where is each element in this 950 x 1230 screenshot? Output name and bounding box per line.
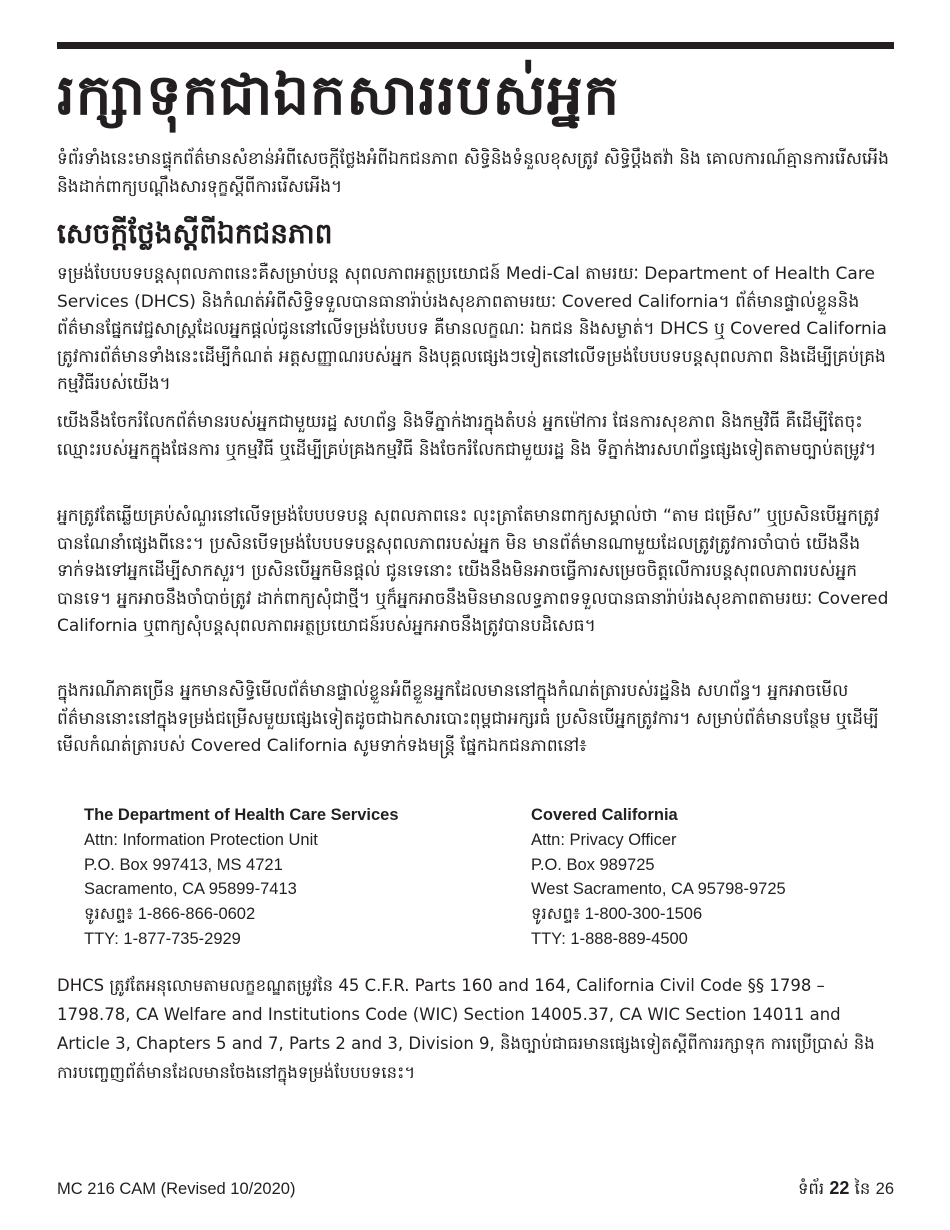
page-word: ទំព័រ <box>797 1179 825 1198</box>
dhcs-phone: ទូរសព្ទ៖ 1-866-866-0602 <box>84 905 256 924</box>
privacy-paragraph-1: ទម្រង់បែបបទបន្តសុពលភាពនេះគឺសម្រាប់បន្ត សុពលភាពអត្ថប្រយោជន៍ Medi-Cal តាមរយៈ Department of Health Care Services (DHCS) និងកំណត់អំពីសិទ្ធិទទួលបានធានារ៉ាប់រងសុខភាពតាមរយៈ Covered California។ ព័ត៌មានផ្ទាល់ខ្លួននិងព័ត៌មានផ្នែកវេជ្ជសាស្ត្រដែលអ្នកផ្ដល់ជូននៅលើទម្រង់បែបបទ គឺមានលក្ខណៈ ឯកជន និងសម្ងាត់។ DHCS ឬ Covered California ត្រូវការព័ត៌មានទាំងនេះដើម្បីកំណត់ អត្តសញ្ញាណរបស់អ្នក និងបុគ្គលផ្សេងៗទៀតនៅលើទម្រង់បែបបទបន្តសុពលភាព និងដើម្បីគ្រប់គ្រងកម្មវិធីរបស់យើង។ <box>57 264 887 394</box>
form-identifier: MC 216 CAM (Revised 10/2020) <box>57 1180 296 1198</box>
intro-paragraph: ទំព័រទាំងនេះមានផ្ទុកព័ត៌មានសំខាន់អំពីសេចក្ដីថ្លែងអំពីឯកជនភាព សិទ្ធិនិងទំនួលខុសត្រូវ សិទ្ធិប្ដឹងតវ៉ា និង គោលការណ៍គ្មានការរើសអើង និងដាក់ពាក្យបណ្ដឹងសារទុក្ខស្ដីពីការរើសអើង។ <box>57 149 889 197</box>
total-pages: 26 <box>875 1180 894 1198</box>
page-number <box>798 1178 894 1203</box>
dhcs-attn: Attn: Information Protection Unit <box>84 830 318 849</box>
page-title: រក្សាទុកជាឯកសាររបស់អ្នក <box>57 62 621 128</box>
privacy-paragraph-4: ក្នុងករណីភាគច្រើន អ្នកមានសិទ្ធិមើលព័ត៌មានផ្ទាល់ខ្លួនអំពីខ្លួនអ្នកដែលមាននៅក្នុងកំណត់ត្រារបស់រដ្ឋនិង សហព័ន្ធ។ អ្នកអាចមើលព័ត៌មាននោះនៅក្នុងទម្រង់ជម្រើសមួយផ្សេងទៀតដូចជាឯកសារបោះពុម្ពជាអក្សរធំ ប្រសិនបើអ្នកត្រូវការ។ សម្រាប់ព័ត៌មានបន្ថែម ឬដើម្បីមើលកំណត់ត្រារបស់ Covered California សូមទាក់ទងមន្ត្រី ផ្នែកឯកជនភាពនៅ៖ <box>57 681 879 756</box>
legal-compliance-paragraph: DHCS ត្រូវតែអនុលោមតាមលក្ខខណ្ឌតម្រូវនៃ 45 C.F.R. Parts 160 and 164, California Civil Code §§ 1798 – 1798.78, CA Welfare and Institutions Code (WIC) Section 14005.37, CA WIC Section 14011 and Article 3, Chapters 5 and 7, Parts 2 and 3, Division 9, និងច្បាប់ជាធរមានផ្សេងទៀតស្ដីពីការរក្សាទុក ការប្រើប្រាស់ និង ការបញ្ចេញព័ត៌មានដែលមានចែងនៅក្នុងទម្រង់បែបបទនេះ។ <box>57 976 875 1082</box>
dhcs-city: Sacramento, CA 95899-7413 <box>84 880 297 899</box>
covered-city: West Sacramento, CA 95798-9725 <box>531 880 786 899</box>
dhcs-org-name: The Department of Health Care Services <box>84 806 399 824</box>
covered-tty: TTY: 1-888-889-4500 <box>531 929 688 948</box>
dhcs-tty: TTY: 1-877-735-2929 <box>84 929 241 948</box>
covered-org-name: Covered California <box>531 806 678 824</box>
covered-california-address-block <box>531 803 786 952</box>
privacy-paragraph-3: អ្នកត្រូវតែឆ្លើយគ្រប់សំណួរនៅលើទម្រង់បែបបទបន្ត សុពលភាពនេះ លុះត្រាតែមានពាក្យសម្គាល់ថា “តាម ជម្រើស” ឬប្រសិនបើអ្នកត្រូវបានណែនាំផ្សេងពីនេះ។ ប្រសិនបើទម្រង់បែបបទបន្តសុពលភាពរបស់អ្នក មិន មានព័ត៌មានណាមួយដែលត្រូវត្រូវការចាំបាច់ យើងនឹងទាក់ទងទៅអ្នកដើម្បីសាកសួរ។ ប្រសិនបើអ្នកមិនផ្ដល់ ជូនទេនោះ យើងនឹងមិនអាចធ្វើការសម្រេចចិត្តលើការបន្តសុពលភាពរបស់អ្នកបានទេ។ អ្នកអាចនឹងចាំបាច់ត្រូវ ដាក់ពាក្យសុំជាថ្មី។ ឬក៏អ្នកអាចនឹងមិនមានលទ្ធភាពទទួលបានធានារ៉ាប់រងសុខភាពតាមរយៈ Covered California ឬពាក្យសុំបន្តសុពលភាពអត្ថប្រយោជន៍របស់អ្នកអាចនឹងត្រូវបានបដិសេធ។ <box>57 506 889 636</box>
covered-po-box: P.O. Box 989725 <box>531 855 655 874</box>
covered-attn: Attn: Privacy Officer <box>531 830 677 849</box>
dhcs-address-block <box>84 803 399 952</box>
dhcs-po-box: P.O. Box 997413, MS 4721 <box>84 855 283 874</box>
covered-phone: ទូរសព្ទ៖ 1-800-300-1506 <box>531 905 703 924</box>
section-title: សេចក្តីថ្លែងស្តីពីឯកជនភាព <box>57 217 333 250</box>
current-page: 22 <box>829 1178 850 1198</box>
top-rule <box>57 42 894 49</box>
privacy-paragraph-2: យើងនឹងចែករំលែកព័ត៌មានរបស់អ្នកជាមួយរដ្ឋ សហព័ន្ធ និងទីភ្នាក់ងារក្នុងតំបន់ អ្នកម៉ៅការ ផែនការសុខភាព និងកម្មវិធី គឺដើម្បីតែចុះឈ្មោះរបស់អ្នកក្នុងផែនការ ឬកម្មវិធី ឬដើម្បីគ្រប់គ្រងកម្មវិធី និងចែករំលែកជាមួយរដ្ឋ និង ទីភ្នាក់ងារសហព័ន្ធផ្សេងទៀតតាមច្បាប់តម្រូវ។ <box>57 412 877 460</box>
of-word: នៃ <box>854 1179 871 1198</box>
